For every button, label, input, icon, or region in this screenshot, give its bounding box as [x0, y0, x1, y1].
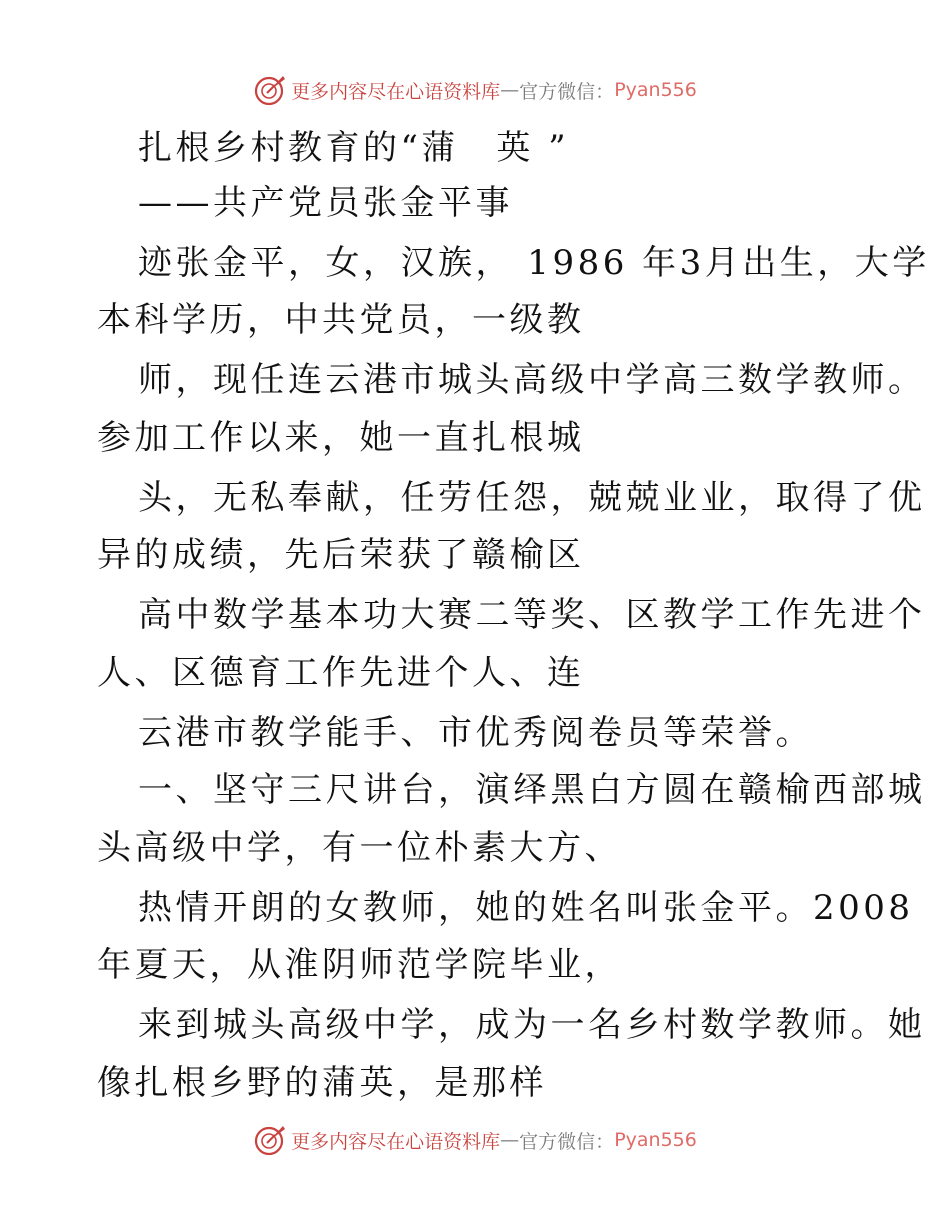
doc-line: 云港市教学能手、市优秀阅卷员等荣誉。 — [138, 713, 813, 753]
doc-line: 参加工作以来，她一直扎根城 — [97, 418, 585, 458]
doc-title: 扎根乡村教育的“蒲 英 ” — [138, 128, 570, 168]
doc-line: 异的成绩，先后荣获了赣榆区 — [97, 535, 585, 575]
doc-line: 师，现任连云港市城头高级中学高三数学教师。 — [138, 360, 926, 400]
doc-line: 人、区德育工作先进个人、连 — [97, 653, 585, 693]
doc-line: 迹张金平，女，汉族， 1986 年3月出生，大学 — [138, 243, 930, 283]
watermark-site-text: 更多内容尽在心语资料库 — [291, 80, 501, 103]
watermark-official-text: 官方微信： — [519, 80, 615, 103]
quill-logo-icon — [253, 73, 287, 107]
doc-line: 高中数学基本功大赛二等奖、区教学工作先进个 — [138, 595, 926, 635]
watermark-site-text: 更多内容尽在心语资料库 — [291, 1130, 501, 1153]
doc-line: 头高级中学，有一位朴素大方、 — [97, 828, 622, 868]
doc-line: 头，无私奉献，任劳任怨，兢兢业业，取得了优 — [138, 478, 926, 518]
watermark-dash: — — [500, 1129, 520, 1151]
doc-line: 本科学历，中共党员，一级教 — [97, 300, 585, 340]
doc-line: 年夏天，从淮阴师范学院毕业， — [97, 945, 622, 985]
doc-subtitle: ——共产党员张金平事 — [138, 183, 513, 223]
watermark-account-id: Pyan556 — [614, 1129, 697, 1151]
doc-line: 像扎根乡野的蒲英，是那样 — [97, 1063, 547, 1103]
watermark-dash: — — [500, 79, 520, 101]
header-watermark — [0, 70, 950, 110]
doc-line: 来到城头高级中学，成为一名乡村数学教师。她 — [138, 1005, 926, 1045]
footer-watermark — [0, 1120, 950, 1160]
watermark-account-id: Pyan556 — [614, 79, 697, 101]
doc-section-heading: 一、坚守三尺讲台，演绎黑白方圆在赣榆西部城 — [138, 770, 926, 810]
doc-line: 热情开朗的女教师，她的姓名叫张金平。2008 — [138, 888, 914, 928]
watermark-official-text: 官方微信： — [519, 1130, 615, 1153]
quill-logo-icon — [253, 1123, 287, 1157]
